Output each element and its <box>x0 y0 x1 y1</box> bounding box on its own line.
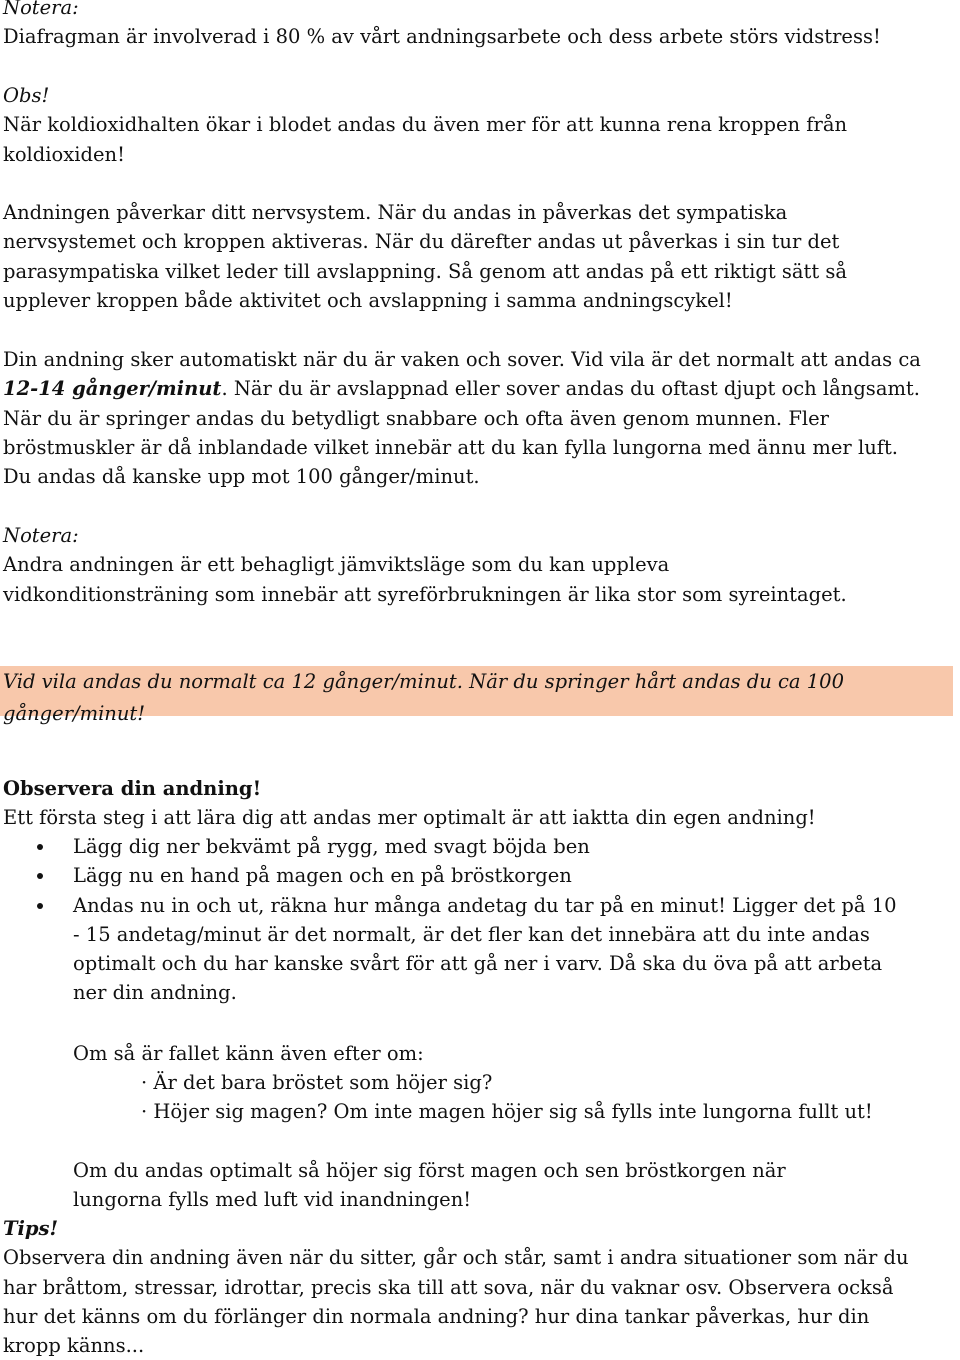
notera-label: Notera: <box>3 0 79 19</box>
highlight-text: Vid vila andas du normalt ca 12 gånger/minut. När du springer hårt andas du ca 100 gånger/minut! <box>3 670 844 725</box>
jamvikt-text: Andra andningen är ett behagligt jämviktsläge som du kan uppleva vidkonditionsträning som innebär att syreförbrukningen är lika stor som syreintaget. <box>3 553 847 606</box>
tips-section <box>3 1214 913 1360</box>
list-item <box>0 832 900 861</box>
list-item <box>0 861 900 890</box>
observera-heading: Observera din andning! <box>3 777 262 800</box>
list-item-text: Andas nu in och ut, räkna hur många andetag du tar på en minut! Ligger det på 10 - 15 andetag/minut är det normalt, är det fler kan det innebära att du inte andas optimalt och du har kanske svårt för att gå ner i varv. Då ska du öva på att arbeta ner din andning. <box>73 893 897 1005</box>
nervsystem-paragraph: Andningen påverkar ditt nervsystem. När du andas in påverkas det sympatiska nervsystemet och kroppen aktiveras. När du därefter andas ut påverkas i sin tur det parasympatiska vilket leder till avslappning. Så genom att andas på ett riktigt sätt så upplever kroppen både aktivitet och avslappning i samma andningscykel! <box>3 201 848 312</box>
koldioxid-text: När koldioxidhalten ökar i blodet andas du även mer för att kunna rena kroppen från koldioxiden! <box>3 113 848 166</box>
bullet-icon <box>37 844 43 850</box>
notera-diafragma-section <box>3 0 953 52</box>
tips-text: Observera din andning även när du sitter, går och står, samt i andra situationer som när du har bråttom, stressar, idrottar, precis ska till att sova, när du vaknar osv. Observera också hur det känns om du förlänger din normala andning? hur dina tankar påverkas, hur din kropp känns... <box>3 1246 909 1358</box>
list-item <box>0 891 900 1008</box>
frekvens-text-end: . När du är avslappnad eller sover andas du oftast djupt och långsamt. När du är springer andas du betydligt snabbare och ofta även genom munnen. Fler bröstmuskler är då inblandade vilket innebär att du kan fylla lungorna med ännu mer luft. Du andas då kanske upp mot 100 gånger/minut. <box>3 377 920 489</box>
tips-label: Tips! <box>3 1217 59 1240</box>
list-item-text: Lägg dig ner bekvämt på rygg, med svagt böjda ben <box>73 835 590 858</box>
notera-label: Notera: <box>3 524 79 547</box>
obs-section <box>3 81 953 169</box>
bullet-icon <box>37 903 43 909</box>
bullet-icon <box>37 873 43 879</box>
instruction-list <box>0 832 900 1008</box>
obs-label: Obs! <box>3 84 50 107</box>
observera-section <box>3 774 953 833</box>
andningsfrekvens-paragraph <box>3 345 923 491</box>
list-item-text: Lägg nu en hand på magen och en på bröstkorgen <box>73 864 572 888</box>
frekvens-emphasis: 12-14 gånger/minut <box>3 377 222 401</box>
highlight-box <box>0 666 953 725</box>
check-item: · Höjer sig magen? Om inte magen höjer sig så fylls inte lungorna fullt ut! <box>141 1100 873 1124</box>
diafragma-text: Diafragman är involverad i 80 % av vårt andningsarbete och dess arbete störs vidstress! <box>3 25 881 49</box>
checks-intro: Om så är fallet känn även efter om: <box>73 1042 424 1065</box>
notera-jamvikt-section <box>3 521 853 609</box>
optimal-breathing-text: Om du andas optimalt så höjer sig först magen och sen bröstkorgen när lungorna fylls med luft vid inandningen! <box>73 1159 786 1212</box>
check-item: · Är det bara bröstet som höjer sig? <box>141 1071 493 1094</box>
check-list <box>0 1068 873 1127</box>
observera-intro: Ett första steg i att lära dig att andas mer optimalt är att iaktta din egen andning! <box>3 806 816 830</box>
frekvens-text-start: Din andning sker automatiskt när du är vaken och sover. Vid vila är det normalt att andas ca <box>3 348 921 371</box>
